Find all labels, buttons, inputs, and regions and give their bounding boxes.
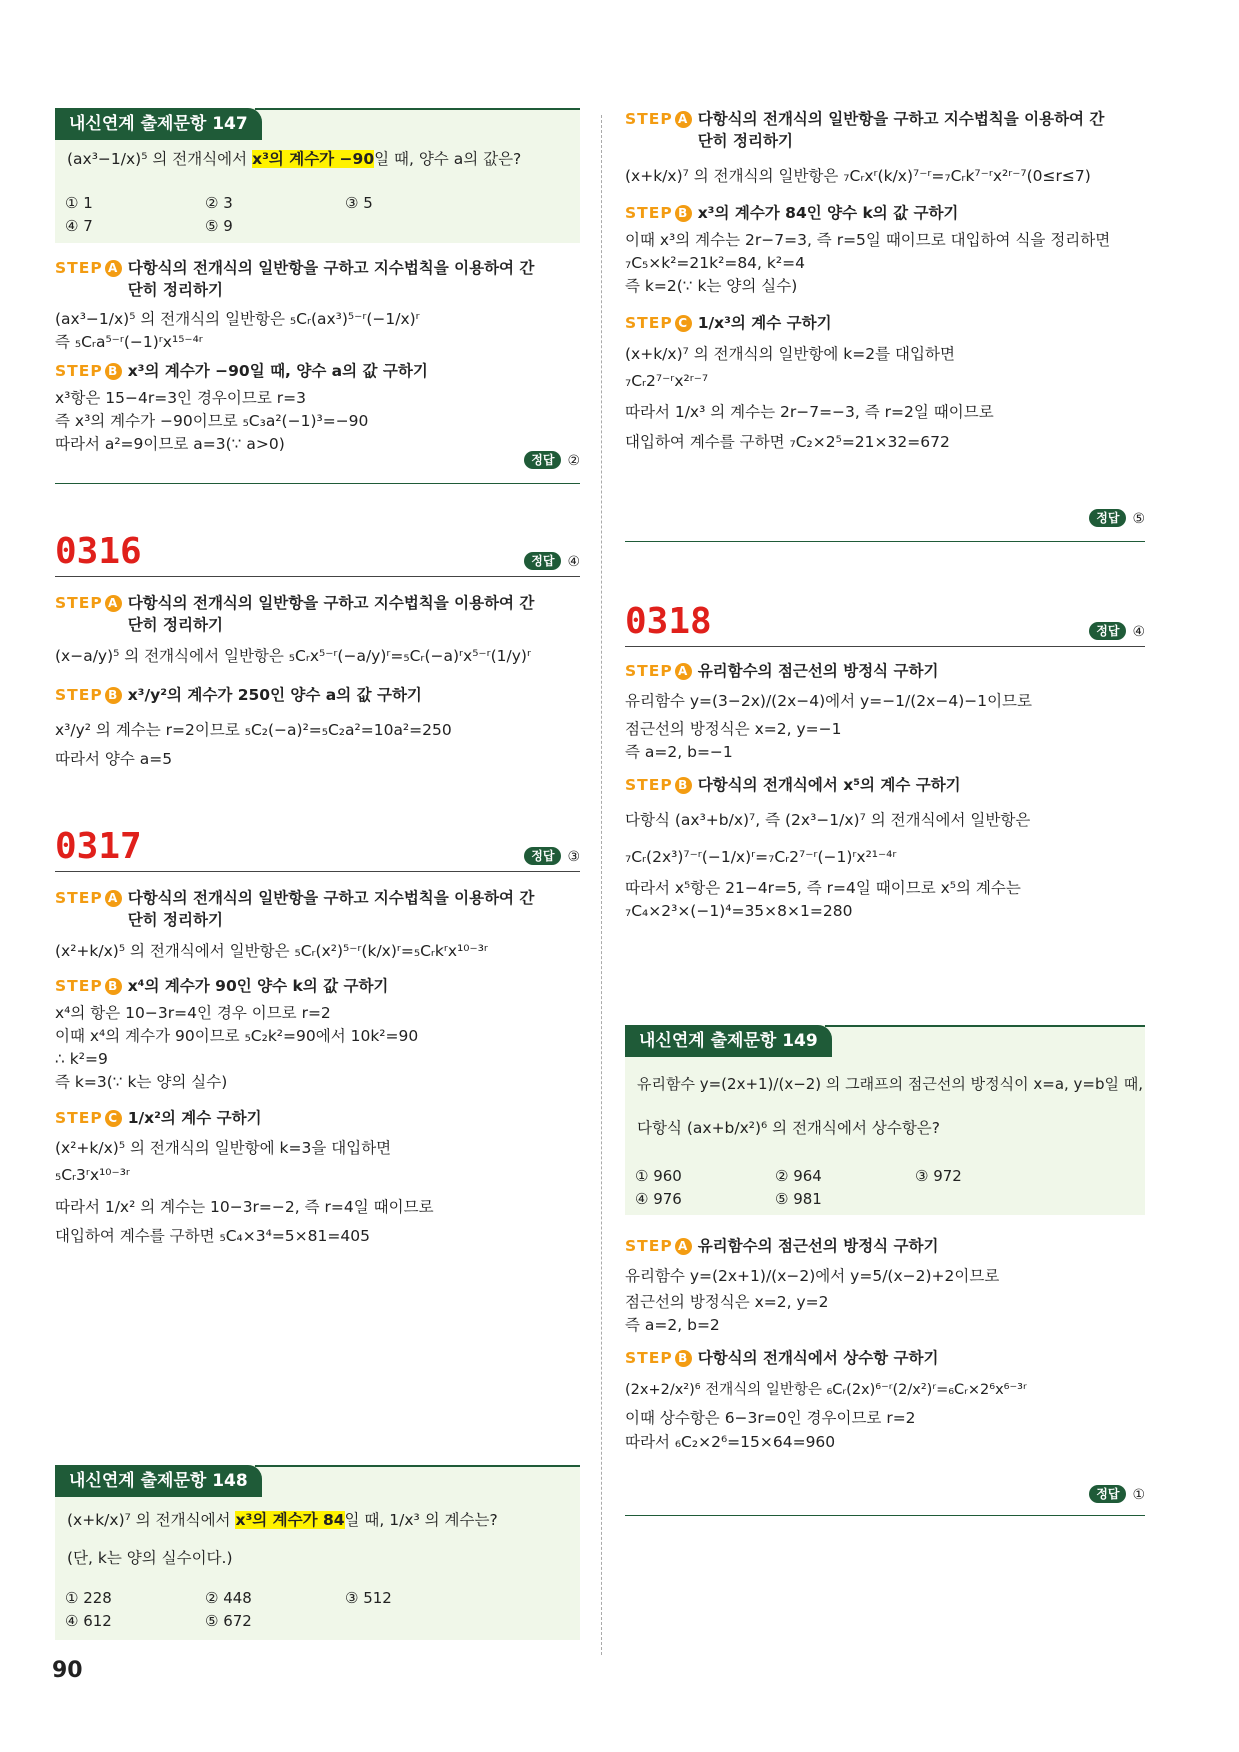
step-title: 다항식의 전개식에서 상수항 구하기 — [697, 1349, 939, 1368]
solution-line: 대입하여 계수를 구하면 ₇C₂×2⁵=21×32=672 — [625, 432, 950, 451]
choice-3[interactable]: ③ 5 — [345, 194, 373, 212]
problem-header-0316 — [55, 530, 580, 577]
question-highlight: x³의 계수가 84 — [235, 1511, 345, 1529]
box-header: 내신연계 출제문항 147 — [55, 108, 262, 140]
step-label: STEP C — [55, 1109, 122, 1127]
step-b-heading — [55, 360, 580, 382]
step-title: 1/x²의 계수 구하기 — [127, 1108, 262, 1127]
solution-line: 유리함수 y=(3−2x)/(2x−4)에서 y=−1/(2x−4)−1이므로 — [625, 692, 1033, 711]
answer-label: 정답 — [524, 847, 561, 865]
step-label: STEP A — [625, 1237, 692, 1255]
solution-149 — [625, 1235, 1145, 1454]
choice-3[interactable]: ③ 972 — [915, 1167, 962, 1185]
question-pre: (ax³−1/x)⁵ 의 전개식에서 — [67, 150, 248, 168]
choice-1[interactable]: ① 1 — [65, 194, 93, 212]
section-rule — [55, 483, 580, 484]
solution-line: 따라서 양수 a=5 — [55, 749, 173, 768]
solution-line: 즉 x³의 계수가 −90이므로 ₅C₃a²(−1)³=−90 — [55, 412, 369, 431]
left-column — [55, 0, 580, 1752]
step-c-heading — [625, 312, 1145, 334]
step-label: STEP A — [55, 259, 122, 277]
step-a-heading — [625, 1235, 1145, 1257]
choice-2[interactable]: ② 3 — [205, 194, 233, 212]
section-rule — [625, 1515, 1145, 1516]
solution-line: 즉 a=2, b=−1 — [625, 742, 733, 761]
solution-line: (x²+k/x)⁵ 의 전개식에서 일반항은 ₅Cᵣ(x²)⁵⁻ʳ(k/x)ʳ=₅Cᵣkʳx¹⁰⁻³ʳ — [55, 941, 488, 960]
step-label: STEP B — [55, 977, 122, 995]
choice-4[interactable]: ④ 612 — [65, 1612, 112, 1630]
solution-line: 다항식 (ax³+b/x)⁷, 즉 (2x³−1/x)⁷ 의 전개식에서 일반항은 — [625, 810, 1031, 829]
solution-148 — [625, 108, 1145, 454]
solution-line: x³/y² 의 계수는 r=2이므로 ₅C₂(−a)²=₅C₂a²=10a²=250 — [55, 720, 452, 739]
step-label: STEP C — [625, 314, 692, 332]
choice-4[interactable]: ④ 976 — [635, 1190, 682, 1208]
solution-147 — [55, 257, 580, 457]
question-text: 다항식 (ax+b/x²)⁶ 의 전개식에서 상수항은? — [637, 1119, 940, 1137]
step-title: x³의 계수가 −90일 때, 양수 a의 값 구하기 — [127, 362, 428, 381]
answer-label: 정답 — [524, 451, 561, 469]
solution-line: 점근선의 방정식은 x=2, y=−1 — [625, 719, 842, 738]
step-b-heading — [625, 202, 1145, 224]
solution-line: x³항은 15−4r=3인 경우이므로 r=3 — [55, 388, 306, 407]
page-number: 90 — [52, 1658, 83, 1683]
step-a-heading — [55, 887, 580, 932]
solution-line: 따라서 a²=9이므로 a=3(∵ a>0) — [55, 435, 285, 454]
solution-line: 대입하여 계수를 구하면 ₅C₄×3⁴=5×81=405 — [55, 1226, 370, 1245]
solution-line: (x−a/y)⁵ 의 전개식에서 일반항은 ₅Cᵣx⁵⁻ʳ(−a/y)ʳ=₅Cᵣ(−a)ʳx⁵⁻ʳ(1/y)ʳ — [55, 646, 531, 665]
choice-5[interactable]: ⑤ 981 — [775, 1190, 822, 1208]
solution-line: (x+k/x)⁷ 의 전개식의 일반항에 k=2를 대입하면 — [625, 344, 955, 363]
step-label: STEP A — [55, 889, 122, 907]
solution-line: 이때 x⁴의 계수가 90이므로 ₅C₂k²=90에서 10k²=90 — [55, 1026, 419, 1045]
problem-box-149 — [625, 1025, 1145, 1215]
step-title: x³/y²의 계수가 250인 양수 a의 값 구하기 — [127, 686, 422, 705]
choice-5[interactable]: ⑤ 672 — [205, 1612, 252, 1630]
answer-badge — [1089, 1485, 1145, 1503]
choice-3[interactable]: ③ 512 — [345, 1589, 392, 1607]
choice-2[interactable]: ② 964 — [775, 1167, 822, 1185]
question-text — [67, 1509, 570, 1532]
solution-line: 따라서 1/x³ 의 계수는 2r−7=−3, 즉 r=2일 때이므로 — [625, 403, 994, 422]
step-title: x³의 계수가 84인 양수 k의 값 구하기 — [697, 204, 959, 223]
solution-0316 — [55, 592, 580, 771]
step-label: STEP B — [625, 204, 692, 222]
box-header-rule — [825, 1025, 1145, 1027]
question-note: (단, k는 양의 실수이다.) — [67, 1549, 233, 1567]
answer-value: ④ — [1132, 624, 1145, 640]
problem-box-148 — [55, 1465, 580, 1640]
question-text — [67, 148, 570, 171]
solution-line: 유리함수 y=(2x+1)/(x−2)에서 y=5/(x−2)+2이므로 — [625, 1267, 1000, 1286]
solution-0317 — [55, 887, 580, 1248]
answer-label: 정답 — [1089, 622, 1126, 640]
problem-number: 0317 — [55, 826, 142, 867]
answer-value: ⑤ — [1132, 511, 1145, 527]
answer-value: ④ — [567, 554, 580, 570]
answer-badge — [524, 451, 580, 469]
question-post: 일 때, 양수 a의 값은? — [374, 150, 522, 168]
step-c-heading — [55, 1107, 580, 1129]
right-column — [625, 0, 1145, 1752]
solution-line: 따라서 1/x² 의 계수는 10−3r=−2, 즉 r=4일 때이므로 — [55, 1197, 434, 1216]
answer-label: 정답 — [1089, 509, 1126, 527]
step-label: STEP A — [55, 594, 122, 612]
step-a-heading — [625, 660, 1145, 682]
solution-line: ∴ k²=9 — [55, 1050, 108, 1069]
problem-box-147 — [55, 108, 580, 243]
step-title: x⁴의 계수가 90인 양수 k의 값 구하기 — [127, 977, 389, 996]
box-header: 내신연계 출제문항 149 — [625, 1025, 832, 1057]
answer-value: ② — [567, 453, 580, 469]
solution-line: ₇C₅×k²=21k²=84, k²=4 — [625, 253, 805, 272]
solution-line: x⁴의 항은 10−3r=4인 경우 이므로 r=2 — [55, 1003, 331, 1022]
solution-line: ₅Cᵣ3ʳx¹⁰⁻³ʳ — [55, 1166, 130, 1185]
step-title: 유리함수의 점근선의 방정식 구하기 — [697, 1237, 939, 1255]
problem-number: 0318 — [625, 601, 712, 642]
solution-line: ₇C₄×2³×(−1)⁴=35×8×1=280 — [625, 902, 853, 921]
step-label: STEP B — [55, 686, 122, 704]
step-title: 다항식의 전개식의 일반항을 구하고 지수법칙을 이용하여 간단히 정리하기 — [127, 594, 535, 635]
solution-line: (x+k/x)⁷ 의 전개식의 일반항은 ₇Cᵣxʳ(k/x)⁷⁻ʳ=₇Cᵣk⁷⁻ʳx²ʳ⁻⁷(0≤r≤7) — [625, 166, 1091, 185]
answer-badge — [524, 552, 580, 570]
step-b-heading — [625, 774, 1145, 796]
step-b-heading — [55, 975, 580, 997]
choice-1[interactable]: ① 228 — [65, 1589, 112, 1607]
choices — [65, 192, 485, 238]
solution-line: (x²+k/x)⁵ 의 전개식의 일반항에 k=3을 대입하면 — [55, 1139, 392, 1158]
solution-line: ₇Cᵣ(2x³)⁷⁻ʳ(−1/x)ʳ=₇Cᵣ2⁷⁻ʳ(−1)ʳx²¹⁻⁴ʳ — [625, 847, 897, 866]
step-title: 다항식의 전개식에서 x⁵의 계수 구하기 — [697, 776, 961, 795]
answer-value: ① — [1132, 1487, 1145, 1503]
solution-line: 즉 k=3(∵ k는 양의 실수) — [55, 1073, 228, 1092]
solution-line: 따라서 x⁵항은 21−4r=5, 즉 r=4일 때이므로 x⁵의 계수는 — [625, 879, 1021, 898]
choice-2[interactable]: ② 448 — [205, 1589, 252, 1607]
answer-badge — [1089, 622, 1145, 640]
box-header: 내신연계 출제문항 148 — [55, 1465, 262, 1497]
answer-value: ③ — [567, 849, 580, 865]
problem-header-0318 — [625, 600, 1145, 647]
solution-line: 즉 ₅Cᵣa⁵⁻ʳ(−1)ʳx¹⁵⁻⁴ʳ — [55, 333, 203, 352]
box-header-rule — [255, 108, 580, 110]
choice-1[interactable]: ① 960 — [635, 1167, 682, 1185]
step-a-heading — [55, 257, 580, 302]
solution-0318 — [625, 660, 1145, 924]
column-divider — [601, 115, 602, 1655]
step-title: 다항식의 전개식의 일반항을 구하고 지수법칙을 이용하여 간단히 정리하기 — [697, 110, 1105, 151]
step-b-heading — [55, 684, 580, 706]
answer-label: 정답 — [524, 552, 561, 570]
step-label: STEP B — [625, 1349, 692, 1367]
choices — [635, 1165, 1055, 1211]
step-title: 다항식의 전개식의 일반항을 구하고 지수법칙을 이용하여 간단히 정리하기 — [127, 889, 535, 930]
answer-badge — [1089, 509, 1145, 527]
step-label: STEP B — [625, 776, 692, 794]
solution-line: (ax³−1/x)⁵ 의 전개식의 일반항은 ₅Cᵣ(ax³)⁵⁻ʳ(−1/x)ʳ — [55, 309, 420, 328]
step-b-heading — [625, 1347, 1145, 1369]
solution-line: 이때 상수항은 6−3r=0인 경우이므로 r=2 — [625, 1409, 916, 1428]
answer-label: 정답 — [1089, 1485, 1126, 1503]
question-highlight: x³의 계수가 −90 — [252, 150, 375, 168]
step-a-heading — [55, 592, 580, 637]
step-label: STEP A — [625, 110, 692, 128]
solution-line: (2x+2/x²)⁶ 전개식의 일반항은 ₆Cᵣ(2x)⁶⁻ʳ(2/x²)ʳ=₆Cᵣ×2⁶x⁶⁻³ʳ — [625, 1381, 1027, 1398]
solution-line: 따라서 ₆C₂×2⁶=15×64=960 — [625, 1432, 836, 1451]
step-label: STEP A — [625, 662, 692, 680]
solution-line: 즉 k=2(∵ k는 양의 실수) — [625, 277, 798, 296]
choice-4[interactable]: ④ 7 — [65, 217, 93, 235]
choice-5[interactable]: ⑤ 9 — [205, 217, 233, 235]
section-rule — [625, 541, 1145, 542]
problem-header-0317 — [55, 825, 580, 872]
solution-line: ₇Cᵣ2⁷⁻ʳx²ʳ⁻⁷ — [625, 372, 709, 391]
solution-line: 이때 x³의 계수는 2r−7=3, 즉 r=5일 때이므로 대입하여 식을 정리하면 — [625, 230, 1111, 249]
solution-line: 즉 a=2, b=2 — [625, 1315, 720, 1334]
question-pre: (x+k/x)⁷ 의 전개식에서 — [67, 1511, 231, 1529]
choices — [65, 1587, 485, 1633]
box-header-rule — [255, 1465, 580, 1467]
answer-badge — [524, 847, 580, 865]
question-post: 일 때, 1/x³ 의 계수는? — [344, 1511, 498, 1529]
step-title: 다항식의 전개식의 일반항을 구하고 지수법칙을 이용하여 간단히 정리하기 — [127, 259, 535, 300]
question-text: 유리함수 y=(2x+1)/(x−2) 의 그래프의 점근선의 방정식이 x=a, y=b일 때, — [637, 1075, 1144, 1093]
step-a-heading — [625, 108, 1145, 153]
solution-line: 점근선의 방정식은 x=2, y=2 — [625, 1292, 829, 1311]
step-title: 1/x³의 계수 구하기 — [697, 314, 832, 333]
step-label: STEP B — [55, 362, 122, 380]
step-title: 유리함수의 점근선의 방정식 구하기 — [697, 662, 939, 680]
problem-number: 0316 — [55, 531, 142, 572]
